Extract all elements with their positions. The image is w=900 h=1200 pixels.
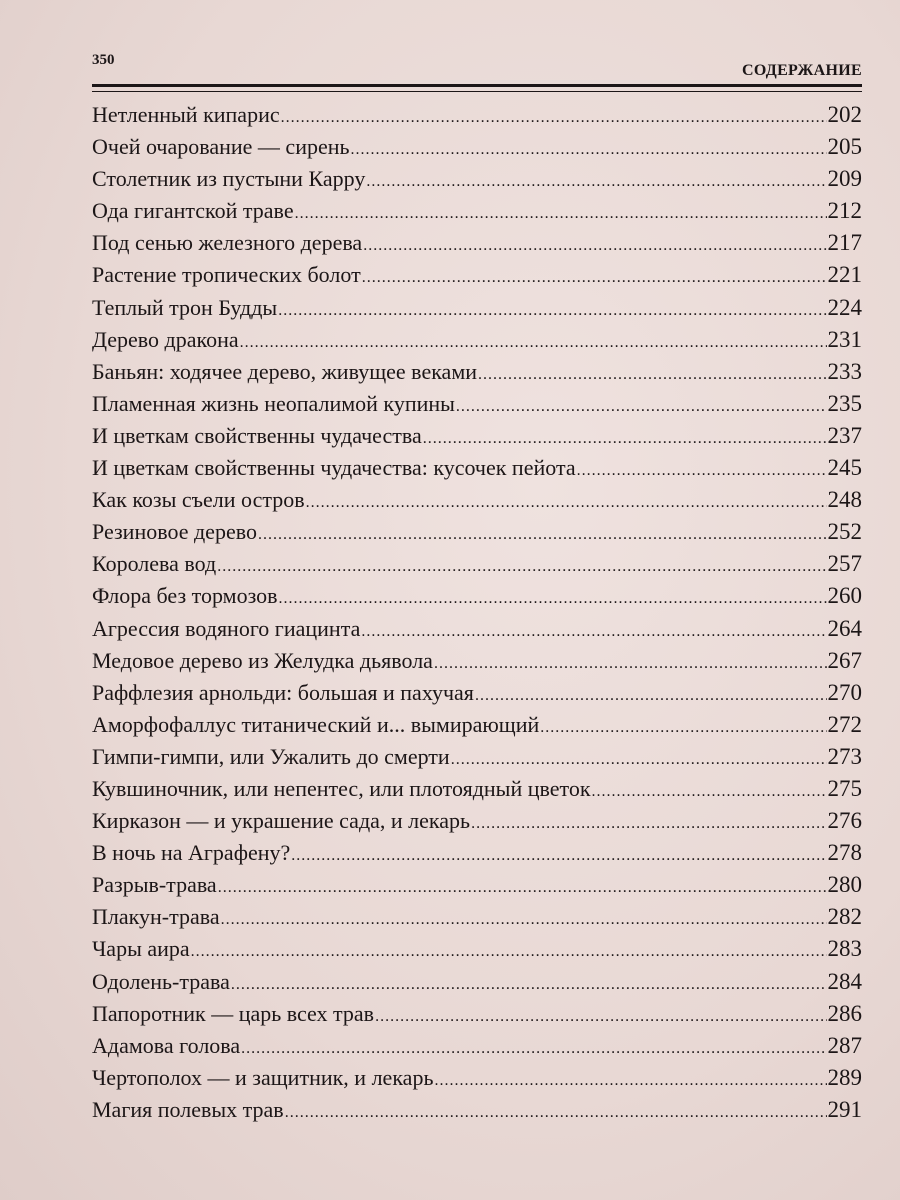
- dot-leader: [434, 655, 827, 673]
- dot-leader: [361, 623, 826, 641]
- toc-entry: [92, 134, 862, 166]
- toc-entry: [92, 391, 862, 423]
- table-of-contents: [92, 102, 862, 1129]
- entry-page: 248: [827, 487, 862, 513]
- entry-title: Столетник из пустыни Карру: [92, 166, 366, 192]
- entry-title: Чертополох — и защитник, и лекарь: [92, 1064, 434, 1090]
- entry-title: Агрессия водяного гиацинта: [92, 615, 361, 641]
- toc-entry: [92, 904, 862, 936]
- dot-leader: [295, 205, 827, 223]
- dot-leader: [351, 141, 827, 159]
- dot-leader: [362, 269, 827, 287]
- entry-title: Магия полевых трав: [92, 1096, 284, 1122]
- entry-title: Дерево дракона: [92, 326, 239, 352]
- entry-title: Чары аира: [92, 936, 190, 962]
- dot-leader: [221, 911, 827, 929]
- toc-entry: [92, 1033, 862, 1065]
- section-title: СОДЕРЖАНИЕ: [741, 62, 862, 79]
- dot-leader: [278, 302, 826, 320]
- entry-title: Кирказон — и украшение сада, и лекарь: [92, 808, 471, 834]
- entry-page: 224: [827, 294, 862, 320]
- dot-leader: [475, 687, 827, 705]
- toc-entry: [92, 487, 862, 519]
- entry-title: Одолень-трава: [92, 968, 230, 994]
- entry-title: Флора без тормозов: [92, 583, 278, 609]
- entry-title: Раффлезия арнольди: большая и пахучая: [92, 679, 474, 705]
- toc-entry: [92, 936, 862, 968]
- dot-leader: [451, 751, 827, 769]
- entry-title: Теплый трон Будды: [92, 294, 278, 320]
- toc-entry: [92, 1065, 862, 1097]
- entry-page: 231: [827, 326, 862, 352]
- entry-page: 237: [827, 422, 862, 448]
- entry-title: Резиновое дерево: [92, 519, 257, 545]
- entry-page: 221: [827, 262, 862, 288]
- toc-entry: [92, 808, 862, 840]
- entry-page: 287: [827, 1032, 862, 1058]
- entry-title: В ночь на Аграфену?: [92, 840, 291, 866]
- toc-entry: [92, 455, 862, 487]
- dot-leader: [279, 590, 827, 608]
- entry-title: Растение тропических болот: [92, 262, 361, 288]
- page-number: 350: [92, 52, 115, 68]
- dot-leader: [577, 462, 827, 480]
- entry-page: 260: [827, 583, 862, 609]
- entry-page: 273: [827, 743, 862, 769]
- toc-entry: [92, 262, 862, 294]
- entry-page: 235: [827, 390, 862, 416]
- toc-entry: [92, 680, 862, 712]
- entry-title: И цветкам свойственны чудачества: кусочек пейота: [92, 455, 576, 481]
- toc-entry: [92, 166, 862, 198]
- entry-page: 289: [827, 1064, 862, 1090]
- dot-leader: [241, 1040, 826, 1058]
- dot-leader: [281, 109, 827, 127]
- entry-title: Адамова голова: [92, 1032, 241, 1058]
- toc-entry: [92, 423, 862, 455]
- entry-title: Как козы съели остров: [92, 487, 305, 513]
- entry-page: 275: [827, 775, 862, 801]
- toc-entry: [92, 551, 862, 583]
- dot-leader: [366, 173, 826, 191]
- toc-entry: [92, 359, 862, 391]
- toc-entry: [92, 1097, 862, 1129]
- entry-page: 245: [827, 455, 862, 481]
- toc-entry: [92, 840, 862, 872]
- header-rule-thin: [92, 91, 862, 92]
- entry-page: 276: [827, 808, 862, 834]
- dot-leader: [258, 526, 827, 544]
- entry-page: 282: [827, 904, 862, 930]
- entry-page: 286: [827, 1000, 862, 1026]
- entry-page: 264: [827, 615, 862, 641]
- toc-entry: [92, 519, 862, 551]
- entry-page: 257: [827, 551, 862, 577]
- toc-entry: [92, 969, 862, 1001]
- dot-leader: [540, 719, 826, 737]
- toc-entry: [92, 616, 862, 648]
- entry-page: 217: [827, 230, 862, 256]
- entry-page: 205: [827, 134, 862, 160]
- header-rule-thick: [92, 84, 862, 87]
- entry-title: Под сенью железного дерева: [92, 230, 363, 256]
- toc-entry: [92, 776, 862, 808]
- entry-title: Очей очарование — сирень: [92, 134, 350, 160]
- dot-leader: [240, 334, 827, 352]
- dot-leader: [306, 494, 827, 512]
- entry-title: Баньян: ходячее дерево, живущее веками: [92, 358, 478, 384]
- toc-entry: [92, 583, 862, 615]
- entry-page: 270: [827, 679, 862, 705]
- entry-page: 272: [827, 711, 862, 737]
- running-header: [92, 52, 862, 82]
- entry-title: Гимпи-гимпи, или Ужалить до смерти: [92, 743, 450, 769]
- dot-leader: [471, 815, 826, 833]
- toc-entry: [92, 712, 862, 744]
- toc-entry: [92, 744, 862, 776]
- entry-title: Папоротник — царь всех трав: [92, 1000, 375, 1026]
- entry-page: 291: [827, 1096, 862, 1122]
- entry-title: Королева вод: [92, 551, 217, 577]
- toc-entry: [92, 198, 862, 230]
- toc-entry: [92, 872, 862, 904]
- dot-leader: [217, 558, 826, 576]
- entry-title: Кувшиночник, или непентес, или плотоядный цветок: [92, 775, 591, 801]
- entry-title: Нетленный кипарис: [92, 102, 280, 127]
- dot-leader: [423, 430, 827, 448]
- dot-leader: [375, 1008, 826, 1026]
- entry-title: Медовое дерево из Желудка дьявола: [92, 647, 433, 673]
- dot-leader: [218, 879, 827, 897]
- entry-title: Аморфофаллус титанический и... вымирающий: [92, 711, 540, 737]
- toc-entry: [92, 648, 862, 680]
- entry-page: 280: [827, 872, 862, 898]
- entry-page: 202: [827, 102, 862, 127]
- entry-page: 283: [827, 936, 862, 962]
- dot-leader: [285, 1104, 827, 1122]
- entry-page: 212: [827, 198, 862, 224]
- entry-page: 233: [827, 358, 862, 384]
- dot-leader: [231, 976, 827, 994]
- entry-title: Плакун-трава: [92, 904, 220, 930]
- dot-leader: [291, 847, 826, 865]
- toc-entry: [92, 102, 862, 134]
- entry-title: Пламенная жизнь неопалимой купины: [92, 390, 455, 416]
- entry-page: 278: [827, 840, 862, 866]
- dot-leader: [191, 943, 827, 961]
- entry-title: И цветкам свойственны чудачества: [92, 422, 422, 448]
- dot-leader: [592, 783, 827, 801]
- toc-entry: [92, 230, 862, 262]
- dot-leader: [434, 1072, 826, 1090]
- toc-entry: [92, 327, 862, 359]
- entry-title: Ода гигантской траве: [92, 198, 294, 224]
- entry-title: Разрыв-трава: [92, 872, 217, 898]
- entry-page: 284: [827, 968, 862, 994]
- dot-leader: [456, 398, 827, 416]
- entry-page: 267: [827, 647, 862, 673]
- dot-leader: [363, 237, 826, 255]
- entry-page: 209: [827, 166, 862, 192]
- toc-entry: [92, 1001, 862, 1033]
- dot-leader: [478, 366, 826, 384]
- entry-page: 252: [827, 519, 862, 545]
- toc-entry: [92, 295, 862, 327]
